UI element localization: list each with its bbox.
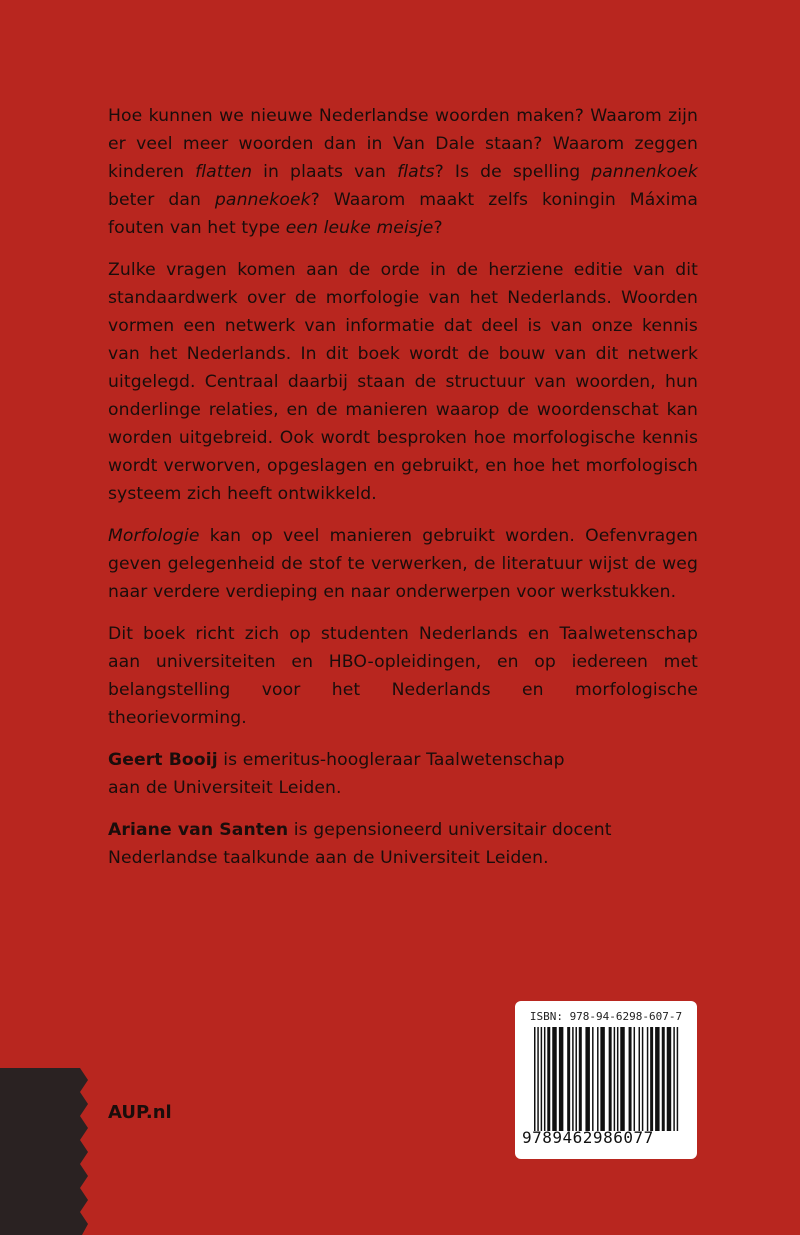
italic-term: pannekoek [214, 190, 311, 210]
publisher-website: AUP.nl [108, 1102, 172, 1123]
author-bio-text: is emeritus-hoogleraar Taalwetenschap [217, 750, 565, 770]
text-span: ? Is de spelling [434, 162, 592, 182]
text-span: beter dan [108, 190, 215, 210]
paragraph-intro-questions [108, 102, 698, 242]
italic-term: flatten [195, 162, 253, 182]
italic-term: een leuke meisje [285, 218, 434, 238]
author-bio-van-santen [108, 816, 698, 872]
back-cover-text [108, 102, 698, 886]
text-span: ? Waarom maakt zelfs koningin Máxima fouten van het type [108, 190, 698, 238]
italic-term: pannenkoek [591, 162, 698, 182]
text-span: ? [433, 218, 443, 238]
barcode-panel [515, 1001, 697, 1159]
text-span: kan op veel manieren gebruikt worden. Oefenvragen geven gelegenheid de stof te verwerken, de literatuur wijst de weg naar verdere verdieping en naar onderwerpen voor werkstukken. [108, 526, 698, 602]
text-span: Hoe kunnen we nieuwe Nederlandse woorden maken? Waarom zijn er veel meer woorden dan in Van Dale staan? Waarom zeggen kinderen [108, 106, 698, 182]
ean-number: 9789462986077 [522, 1128, 654, 1147]
author-name: Ariane van Santen [108, 820, 289, 840]
paragraph-description: Zulke vragen komen aan de orde in de herziene editie van dit standaardwerk over de morfologie van het Nederlands. Woorden vormen een netwerk van informatie dat deel is van onze kennis van het Nederlands. In dit boek wordt de bouw van dit netwerk uitgelegd. Centraal daarbij staan de structuur van woorden, hun onderlinge relaties, en de manieren waarop de woordenschat kan worden uitgebreid. Ook wordt besproken hoe morfologische kennis wordt verworven, opgeslagen en gebruikt, en hoe het morfologisch systeem zich heeft ontwikkeld. [108, 260, 698, 504]
author-bio-text: Nederlandse taalkunde aan de Universiteit Leiden. [108, 848, 549, 868]
isbn-label: ISBN: 978-94-6298-607-7 [529, 1010, 683, 1023]
paragraph-audience: Dit boek richt zich op studenten Nederlands en Taalwetenschap aan universiteiten en HBO-opleidingen, en op iedereen met belangstelling voor het Nederlands en morfologische theorievorming. [108, 624, 698, 728]
text-span: in plaats van [252, 162, 398, 182]
publisher-logo-icon [0, 1068, 90, 1235]
author-bio-booij [108, 746, 698, 802]
paragraph-usage [108, 522, 698, 606]
italic-term: flats [397, 162, 435, 182]
author-name: Geert Booij [108, 750, 218, 770]
barcode-icon [534, 1027, 680, 1131]
author-bio-text: aan de Universiteit Leiden. [108, 778, 342, 798]
author-bio-text: is gepensioneerd universitair docent [288, 820, 612, 840]
book-title-italic: Morfologie [108, 526, 200, 546]
